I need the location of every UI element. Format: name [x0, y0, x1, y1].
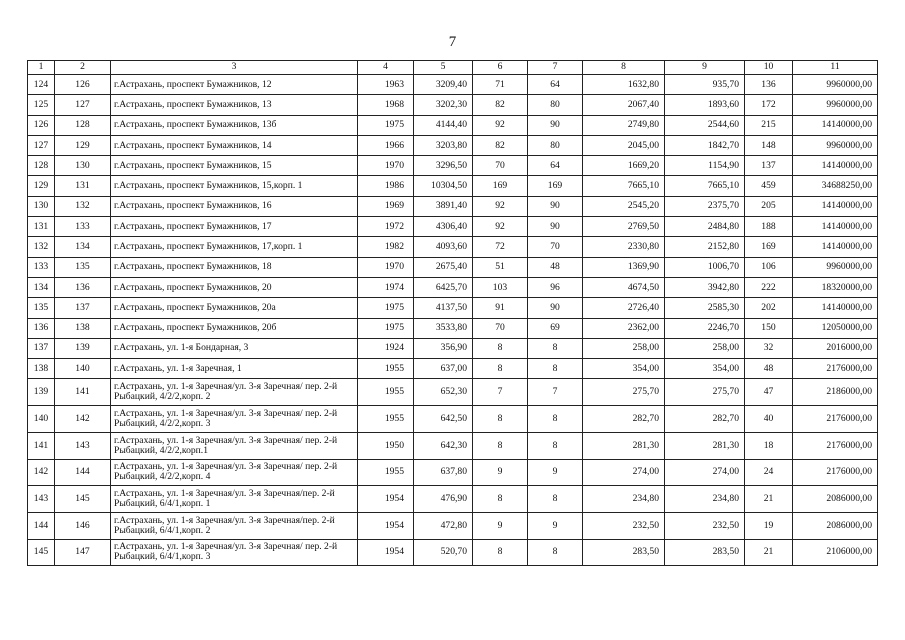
- table-cell: 8: [528, 338, 583, 358]
- table-cell: 169: [745, 237, 793, 257]
- table-cell: 69: [528, 318, 583, 338]
- table-cell: 128: [55, 115, 111, 135]
- table-cell: г.Астрахань, ул. 1-я Заречная, 1: [111, 359, 358, 379]
- table-cell: 1893,60: [665, 95, 745, 115]
- table-cell: 9: [473, 459, 528, 486]
- table-cell: 90: [528, 298, 583, 318]
- table-cell: 283,50: [583, 539, 665, 566]
- table-cell: 82: [473, 135, 528, 155]
- table-cell: 275,70: [665, 379, 745, 406]
- table-cell: 2330,80: [583, 237, 665, 257]
- table-cell: 642,50: [414, 406, 473, 433]
- table-cell: 215: [745, 115, 793, 135]
- table-cell: г.Астрахань, ул. 1-я Заречная/ул. 3-я Заречная/ пер. 2-й Рыбацкий, 4/2/2,корп. 3: [111, 406, 358, 433]
- table-cell: г.Астрахань, ул. 1-я Заречная/ул. 3-я Заречная/пер. 2-й Рыбацкий, 6/4/1,корп. 2: [111, 512, 358, 539]
- table-cell: 2176000,00: [793, 459, 878, 486]
- table-cell: 1669,20: [583, 156, 665, 176]
- table-cell: 2045,00: [583, 135, 665, 155]
- table-cell: 1950: [358, 432, 414, 459]
- table-cell: 92: [473, 196, 528, 216]
- table-cell: 127: [28, 135, 55, 155]
- table-cell: 281,30: [665, 432, 745, 459]
- table-cell: 7665,10: [583, 176, 665, 196]
- table-cell: 135: [55, 257, 111, 277]
- table-cell: г.Астрахань, ул. 1-я Заречная/ул. 3-я Заречная/ пер. 2-й Рыбацкий, 4/2/2,корп.1: [111, 432, 358, 459]
- table-cell: 7665,10: [665, 176, 745, 196]
- table-cell: 7: [528, 379, 583, 406]
- table-cell: 1974: [358, 277, 414, 297]
- table-cell: 222: [745, 277, 793, 297]
- table-cell: 2726,40: [583, 298, 665, 318]
- table-cell: г.Астрахань, проспект Бумажников, 18: [111, 257, 358, 277]
- table-cell: 172: [745, 95, 793, 115]
- table-cell: 141: [55, 379, 111, 406]
- table-row: [28, 277, 878, 297]
- table-cell: 2585,30: [665, 298, 745, 318]
- table-cell: 169: [473, 176, 528, 196]
- table-cell: 1986: [358, 176, 414, 196]
- column-header: 9: [665, 61, 745, 75]
- table-cell: 133: [28, 257, 55, 277]
- table-cell: 520,70: [414, 539, 473, 566]
- table-cell: 1955: [358, 379, 414, 406]
- table-cell: 282,70: [583, 406, 665, 433]
- table-cell: 135: [28, 298, 55, 318]
- table-cell: 1154,90: [665, 156, 745, 176]
- table-cell: 1369,90: [583, 257, 665, 277]
- table-row: [28, 196, 878, 216]
- table-cell: г.Астрахань, ул. 1-я Заречная/ул. 3-я Заречная/ пер. 2-й Рыбацкий, 4/2/2,корп. 4: [111, 459, 358, 486]
- header-row: [28, 61, 878, 75]
- table-cell: г.Астрахань, ул. 1-я Заречная/ул. 3-я Заречная/ пер. 2-й Рыбацкий, 6/4/1,корп. 3: [111, 539, 358, 566]
- table-row: [28, 135, 878, 155]
- table-cell: 1632,80: [583, 75, 665, 95]
- table-cell: 642,30: [414, 432, 473, 459]
- table-cell: 64: [528, 156, 583, 176]
- table-cell: 2769,50: [583, 217, 665, 237]
- table-cell: 51: [473, 257, 528, 277]
- table-cell: 148: [745, 135, 793, 155]
- table-cell: 90: [528, 217, 583, 237]
- table-cell: 8: [528, 539, 583, 566]
- table-cell: 132: [55, 196, 111, 216]
- table-cell: 234,80: [583, 486, 665, 513]
- column-header: 5: [414, 61, 473, 75]
- table-cell: 9: [528, 512, 583, 539]
- table-cell: 4144,40: [414, 115, 473, 135]
- table-cell: 142: [28, 459, 55, 486]
- table-cell: 2152,80: [665, 237, 745, 257]
- table-cell: 9: [473, 512, 528, 539]
- table-cell: 3296,50: [414, 156, 473, 176]
- table-row: [28, 512, 878, 539]
- table-cell: 134: [28, 277, 55, 297]
- table-cell: 8: [473, 486, 528, 513]
- table-cell: г.Астрахань, ул. 1-я Бондарная, 3: [111, 338, 358, 358]
- table-cell: 281,30: [583, 432, 665, 459]
- table-cell: 1955: [358, 459, 414, 486]
- table-cell: 12050000,00: [793, 318, 878, 338]
- table-cell: г.Астрахань, проспект Бумажников, 17: [111, 217, 358, 237]
- table-cell: 1970: [358, 156, 414, 176]
- table-cell: 354,00: [665, 359, 745, 379]
- table-cell: 356,90: [414, 338, 473, 358]
- table-cell: 136: [745, 75, 793, 95]
- table-cell: 141: [28, 432, 55, 459]
- table-cell: 9960000,00: [793, 95, 878, 115]
- table-cell: 80: [528, 135, 583, 155]
- table-cell: г.Астрахань, проспект Бумажников, 12: [111, 75, 358, 95]
- table-cell: 2176000,00: [793, 406, 878, 433]
- table-cell: 48: [528, 257, 583, 277]
- table-cell: 1975: [358, 318, 414, 338]
- table-cell: 2176000,00: [793, 432, 878, 459]
- table-cell: 4137,50: [414, 298, 473, 318]
- table-cell: 1975: [358, 298, 414, 318]
- table-cell: 354,00: [583, 359, 665, 379]
- table-cell: 136: [28, 318, 55, 338]
- table-cell: г.Астрахань, проспект Бумажников, 20а: [111, 298, 358, 318]
- column-header: 8: [583, 61, 665, 75]
- table-row: [28, 318, 878, 338]
- table-cell: 106: [745, 257, 793, 277]
- table-cell: г.Астрахань, ул. 1-я Заречная/ул. 3-я Заречная/ пер. 2-й Рыбацкий, 4/2/2,корп. 2: [111, 379, 358, 406]
- table-cell: 143: [55, 432, 111, 459]
- table-cell: 137: [28, 338, 55, 358]
- table-cell: 2186000,00: [793, 379, 878, 406]
- table-cell: 8: [528, 486, 583, 513]
- table-cell: 136: [55, 277, 111, 297]
- table-cell: 8: [528, 406, 583, 433]
- table-cell: 2484,80: [665, 217, 745, 237]
- table-cell: 145: [55, 486, 111, 513]
- table-cell: 1954: [358, 512, 414, 539]
- table-cell: 70: [473, 156, 528, 176]
- table-cell: 1954: [358, 539, 414, 566]
- table-cell: 9960000,00: [793, 257, 878, 277]
- table-cell: 144: [55, 459, 111, 486]
- table-cell: 18: [745, 432, 793, 459]
- table-cell: 232,50: [665, 512, 745, 539]
- table-cell: 476,90: [414, 486, 473, 513]
- table-cell: г.Астрахань, проспект Бумажников, 13: [111, 95, 358, 115]
- table-cell: 3891,40: [414, 196, 473, 216]
- table-row: [28, 257, 878, 277]
- table-cell: 82: [473, 95, 528, 115]
- table-cell: 9960000,00: [793, 135, 878, 155]
- table-row: [28, 298, 878, 318]
- table-row: [28, 406, 878, 433]
- column-header: 2: [55, 61, 111, 75]
- table-cell: 275,70: [583, 379, 665, 406]
- table-cell: 14140000,00: [793, 217, 878, 237]
- table-cell: г.Астрахань, проспект Бумажников, 17,корп. 1: [111, 237, 358, 257]
- table-cell: 472,80: [414, 512, 473, 539]
- column-header: 6: [473, 61, 528, 75]
- table-cell: 72: [473, 237, 528, 257]
- table-cell: 19: [745, 512, 793, 539]
- table-cell: 283,50: [665, 539, 745, 566]
- table-cell: 1842,70: [665, 135, 745, 155]
- table-cell: 2086000,00: [793, 512, 878, 539]
- table-row: [28, 115, 878, 135]
- table-cell: г.Астрахань, проспект Бумажников, 14: [111, 135, 358, 155]
- table-cell: 144: [28, 512, 55, 539]
- table-cell: 1006,70: [665, 257, 745, 277]
- table-cell: 8: [473, 432, 528, 459]
- table-cell: 8: [473, 406, 528, 433]
- column-header: 3: [111, 61, 358, 75]
- table-cell: 274,00: [583, 459, 665, 486]
- table-cell: 129: [28, 176, 55, 196]
- table-cell: 2675,40: [414, 257, 473, 277]
- table-cell: 8: [473, 338, 528, 358]
- table-row: [28, 156, 878, 176]
- table-cell: 234,80: [665, 486, 745, 513]
- table-cell: 71: [473, 75, 528, 95]
- table-cell: 126: [55, 75, 111, 95]
- table-cell: 96: [528, 277, 583, 297]
- table-cell: 9: [528, 459, 583, 486]
- table-cell: 70: [528, 237, 583, 257]
- table-cell: 9960000,00: [793, 75, 878, 95]
- table-cell: 2016000,00: [793, 338, 878, 358]
- table-cell: 127: [55, 95, 111, 115]
- table-cell: 92: [473, 217, 528, 237]
- table-row: [28, 176, 878, 196]
- column-header: 11: [793, 61, 878, 75]
- table-cell: 124: [28, 75, 55, 95]
- table-cell: 128: [28, 156, 55, 176]
- table-cell: 139: [28, 379, 55, 406]
- table-row: [28, 95, 878, 115]
- table-cell: 1966: [358, 135, 414, 155]
- column-header: 7: [528, 61, 583, 75]
- table-cell: 2545,20: [583, 196, 665, 216]
- table-cell: 1954: [358, 486, 414, 513]
- table-cell: 169: [528, 176, 583, 196]
- table-cell: 202: [745, 298, 793, 318]
- column-header: 4: [358, 61, 414, 75]
- table-cell: 137: [745, 156, 793, 176]
- table-cell: 1982: [358, 237, 414, 257]
- table-cell: 14140000,00: [793, 156, 878, 176]
- housing-register-table: [27, 60, 878, 566]
- table-cell: 129: [55, 135, 111, 155]
- table-cell: 1955: [358, 406, 414, 433]
- table-row: [28, 432, 878, 459]
- table-cell: 125: [28, 95, 55, 115]
- table-cell: г.Астрахань, проспект Бумажников, 13б: [111, 115, 358, 135]
- table-cell: 14140000,00: [793, 237, 878, 257]
- table-cell: 34688250,00: [793, 176, 878, 196]
- table-cell: 14140000,00: [793, 115, 878, 135]
- column-header: 10: [745, 61, 793, 75]
- table-cell: 21: [745, 486, 793, 513]
- table-cell: 143: [28, 486, 55, 513]
- table-cell: 282,70: [665, 406, 745, 433]
- table-cell: 258,00: [665, 338, 745, 358]
- table-cell: 652,30: [414, 379, 473, 406]
- table-cell: г.Астрахань, проспект Бумажников, 20: [111, 277, 358, 297]
- table-cell: г.Астрахань, проспект Бумажников, 16: [111, 196, 358, 216]
- table-cell: 2375,70: [665, 196, 745, 216]
- table-cell: 459: [745, 176, 793, 196]
- column-header: 1: [28, 61, 55, 75]
- table-cell: 130: [28, 196, 55, 216]
- table-cell: 90: [528, 115, 583, 135]
- table-cell: 2067,40: [583, 95, 665, 115]
- table-cell: 4093,60: [414, 237, 473, 257]
- table-cell: 18320000,00: [793, 277, 878, 297]
- table-cell: 1970: [358, 257, 414, 277]
- table-row: [28, 459, 878, 486]
- table-cell: 134: [55, 237, 111, 257]
- table-cell: 146: [55, 512, 111, 539]
- table-cell: 3202,30: [414, 95, 473, 115]
- table-body: [28, 75, 878, 566]
- table-row: [28, 486, 878, 513]
- table-cell: 14140000,00: [793, 298, 878, 318]
- table-cell: г.Астрахань, проспект Бумажников, 15: [111, 156, 358, 176]
- table-cell: 131: [55, 176, 111, 196]
- table-cell: 2106000,00: [793, 539, 878, 566]
- table-cell: г.Астрахань, проспект Бумажников, 15,корп. 1: [111, 176, 358, 196]
- table-cell: 1924: [358, 338, 414, 358]
- table-cell: 92: [473, 115, 528, 135]
- table-row: [28, 237, 878, 257]
- table-cell: 131: [28, 217, 55, 237]
- table-cell: 133: [55, 217, 111, 237]
- table-cell: 8: [473, 539, 528, 566]
- table-cell: 1963: [358, 75, 414, 95]
- table-cell: 637,80: [414, 459, 473, 486]
- table-cell: 91: [473, 298, 528, 318]
- table-cell: 139: [55, 338, 111, 358]
- table-cell: 3203,80: [414, 135, 473, 155]
- table-cell: 140: [55, 359, 111, 379]
- table-cell: 21: [745, 539, 793, 566]
- table-cell: 4306,40: [414, 217, 473, 237]
- table-cell: 3533,80: [414, 318, 473, 338]
- table-cell: 138: [55, 318, 111, 338]
- page-number: 7: [448, 34, 457, 50]
- table-cell: 137: [55, 298, 111, 318]
- table-row: [28, 379, 878, 406]
- table-cell: 32: [745, 338, 793, 358]
- table-cell: 3942,80: [665, 277, 745, 297]
- table-cell: 2362,00: [583, 318, 665, 338]
- table-cell: 6425,70: [414, 277, 473, 297]
- table-cell: 258,00: [583, 338, 665, 358]
- table-cell: 2246,70: [665, 318, 745, 338]
- table-cell: 2749,80: [583, 115, 665, 135]
- table-cell: 150: [745, 318, 793, 338]
- table-cell: 1968: [358, 95, 414, 115]
- table-cell: 145: [28, 539, 55, 566]
- table-cell: 130: [55, 156, 111, 176]
- table-cell: 10304,50: [414, 176, 473, 196]
- table-cell: г.Астрахань, ул. 1-я Заречная/ул. 3-я Заречная/пер. 2-й Рыбацкий, 6/4/1,корп. 1: [111, 486, 358, 513]
- table-cell: 132: [28, 237, 55, 257]
- table-cell: 103: [473, 277, 528, 297]
- table-cell: г.Астрахань, проспект Бумажников, 20б: [111, 318, 358, 338]
- table-cell: 2544,60: [665, 115, 745, 135]
- table-cell: 2176000,00: [793, 359, 878, 379]
- table-cell: 4674,50: [583, 277, 665, 297]
- table-cell: 14140000,00: [793, 196, 878, 216]
- table-cell: 70: [473, 318, 528, 338]
- table-cell: 64: [528, 75, 583, 95]
- table-cell: 1975: [358, 115, 414, 135]
- table-cell: 140: [28, 406, 55, 433]
- table-cell: 48: [745, 359, 793, 379]
- table-cell: 274,00: [665, 459, 745, 486]
- table-cell: 1969: [358, 196, 414, 216]
- table-cell: 1955: [358, 359, 414, 379]
- table-row: [28, 217, 878, 237]
- table-cell: 142: [55, 406, 111, 433]
- table-cell: 232,50: [583, 512, 665, 539]
- table-cell: 24: [745, 459, 793, 486]
- table-row: [28, 359, 878, 379]
- table-row: [28, 75, 878, 95]
- table-cell: 3209,40: [414, 75, 473, 95]
- table-cell: 935,70: [665, 75, 745, 95]
- table-cell: 147: [55, 539, 111, 566]
- table-cell: 90: [528, 196, 583, 216]
- table-cell: 80: [528, 95, 583, 115]
- table-cell: 205: [745, 196, 793, 216]
- table-cell: 1972: [358, 217, 414, 237]
- table-cell: 40: [745, 406, 793, 433]
- table-cell: 126: [28, 115, 55, 135]
- table-row: [28, 338, 878, 358]
- table-cell: 138: [28, 359, 55, 379]
- table-cell: 47: [745, 379, 793, 406]
- table-cell: 7: [473, 379, 528, 406]
- table-cell: 8: [528, 359, 583, 379]
- table-cell: 8: [528, 432, 583, 459]
- table-cell: 637,00: [414, 359, 473, 379]
- table-cell: 8: [473, 359, 528, 379]
- table-row: [28, 539, 878, 566]
- table-cell: 188: [745, 217, 793, 237]
- table-cell: 2086000,00: [793, 486, 878, 513]
